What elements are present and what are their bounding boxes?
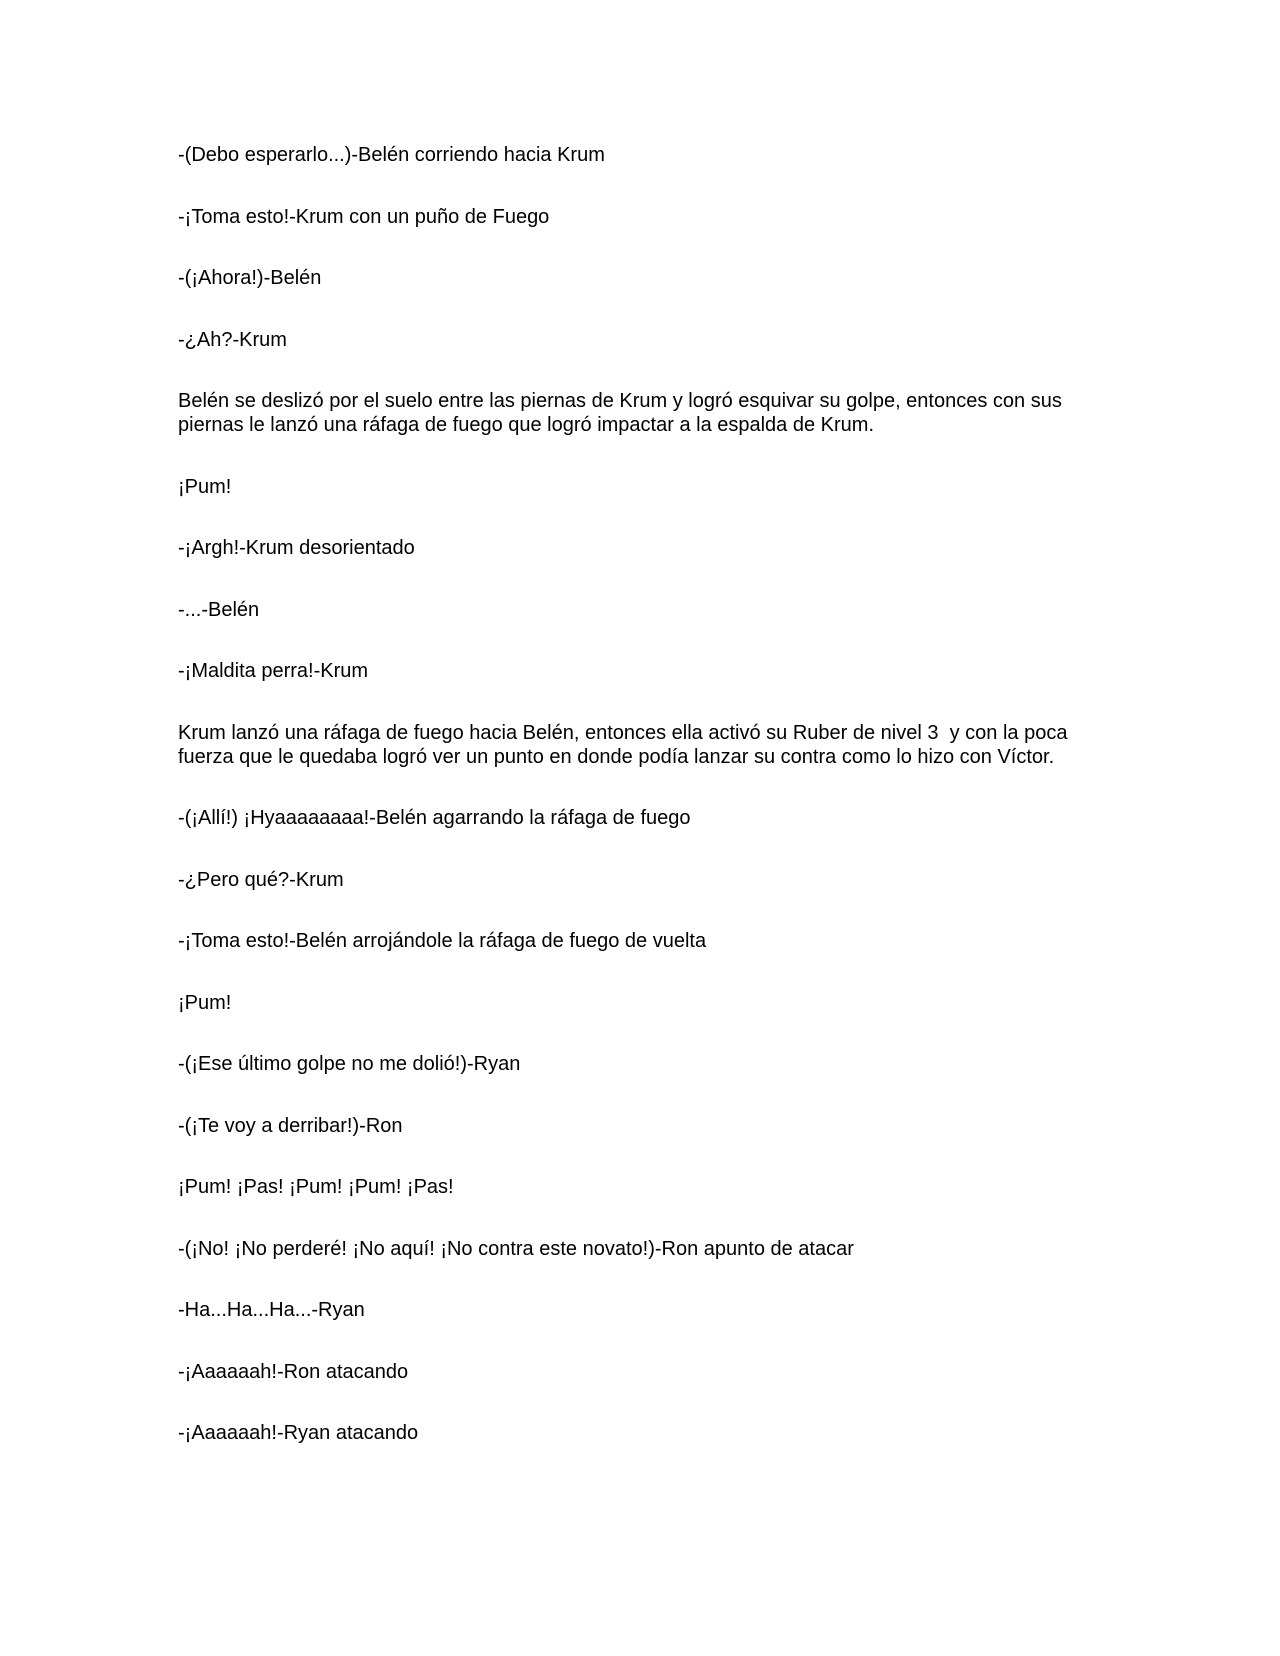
paragraph: ¡Pum! xyxy=(178,991,232,1014)
paragraph: Krum lanzó una ráfaga de fuego hacia Belén, entonces ella activó su Ruber de nivel 3 y con la poca fuerza que le quedaba logró ver un punto en donde podía lanzar su contra como lo hizo con Víctor. xyxy=(178,721,1074,768)
paragraph: -¡Aaaaaah!-Ron atacando xyxy=(178,1360,409,1383)
paragraph: ¡Pum! xyxy=(178,475,232,498)
paragraph: -¿Pero qué?-Krum xyxy=(178,868,344,891)
paragraph: -(¡Ese último golpe no me dolió!)-Ryan xyxy=(178,1053,521,1075)
paragraph: -¡Toma esto!-Belén arrojándole la ráfaga de fuego de vuelta xyxy=(178,930,707,952)
paragraph: -(Debo esperarlo...)-Belén corriendo hacia Krum xyxy=(178,144,605,166)
paragraph: -...-Belén xyxy=(178,598,260,621)
paragraph: -¿Ah?-Krum xyxy=(178,328,287,351)
paragraph: -¡Toma esto!-Krum con un puño de Fuego xyxy=(178,205,550,228)
paragraph: -(¡Allí!) ¡Hyaaaaaaaa!-Belén agarrando la ráfaga de fuego xyxy=(178,807,691,829)
paragraph: -¡Aaaaaah!-Ryan atacando xyxy=(178,1422,419,1444)
paragraph: Belén se deslizó por el suelo entre las piernas de Krum y logró esquivar su golpe, entonces con sus piernas le lanzó una ráfaga de fuego que logró impactar a la espalda de Krum. xyxy=(178,390,1068,436)
paragraph: -(¡Te voy a derribar!)-Ron xyxy=(178,1114,403,1137)
paragraph: -¡Maldita perra!-Krum xyxy=(178,660,369,682)
paragraph: -Ha...Ha...Ha...-Ryan xyxy=(178,1299,365,1321)
paragraph: -¡Argh!-Krum desorientado xyxy=(178,537,415,559)
paragraph: ¡Pum! ¡Pas! ¡Pum! ¡Pum! ¡Pas! xyxy=(178,1176,454,1198)
paragraph: -(¡Ahora!)-Belén xyxy=(178,267,322,289)
paragraph: -(¡No! ¡No perderé! ¡No aquí! ¡No contra este novato!)-Ron apunto de atacar xyxy=(178,1237,854,1260)
